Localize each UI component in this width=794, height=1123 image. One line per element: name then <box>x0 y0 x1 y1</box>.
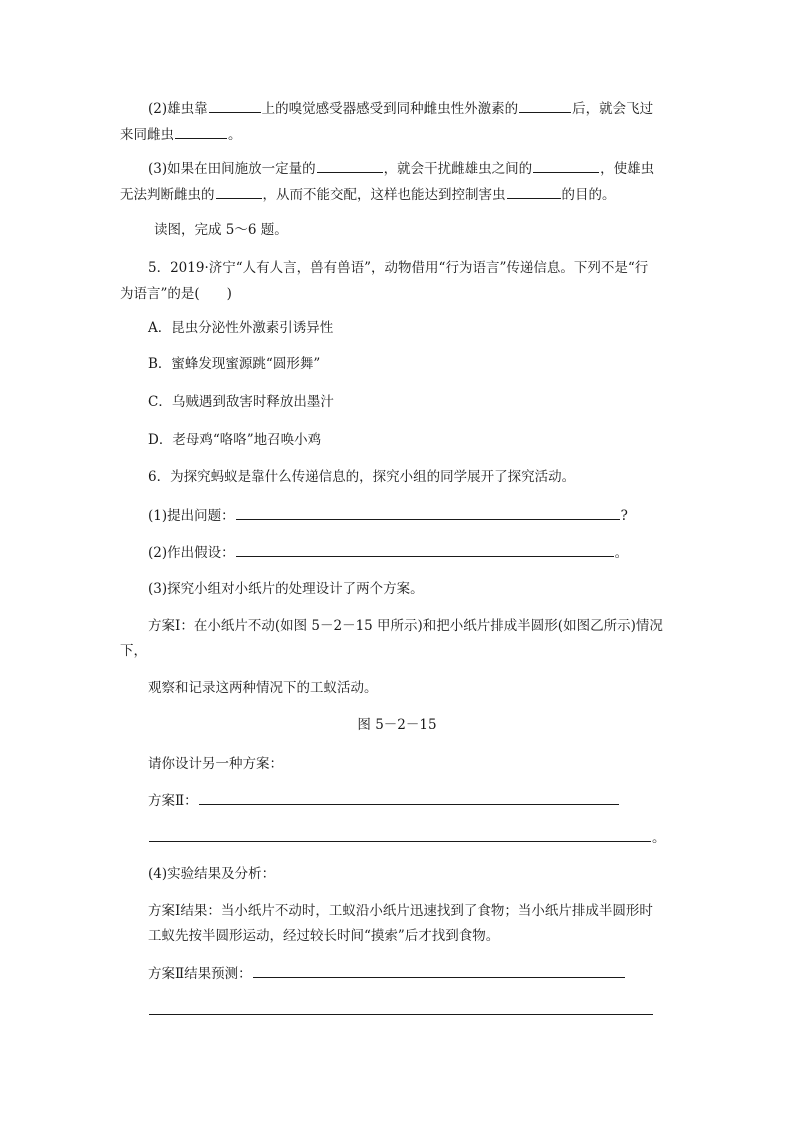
q6-plan2 <box>148 790 620 810</box>
q4-part2-line2 <box>120 124 242 144</box>
q6-result1-line1: 方案Ⅰ结果：当小纸片不动时，工蚁沿小纸片迅速找到了食物；当小纸片排成半圆形时 <box>148 903 653 919</box>
q4-part3-line2 <box>120 184 616 204</box>
q4-p2-text-b: 上的嗅觉感受器感受到同种雌虫性外激素的 <box>261 101 519 117</box>
q4-p3-text-a: (3)如果在田间施放一定量的 <box>148 161 316 177</box>
q6-result2-label: 方案Ⅱ结果预测： <box>148 966 252 982</box>
answer-blank[interactable] <box>253 963 625 978</box>
q4-part3-line1 <box>148 158 654 178</box>
q5-option-a[interactable]: A．昆虫分泌性外激素引诱异性 <box>148 320 334 336</box>
q6-part4: (4)实验结果及分析： <box>148 866 276 882</box>
figure-caption: 图 5－2－15 <box>357 717 437 733</box>
answer-blank[interactable] <box>507 184 561 199</box>
answer-blank[interactable] <box>149 827 651 842</box>
q4-p2-text-c: 后，就会飞过 <box>572 101 654 117</box>
answer-blank[interactable] <box>317 158 383 173</box>
q4-p3-text-e: ，从而不能交配，这样也能达到控制害虫 <box>262 187 506 203</box>
q6-plan2-label: 方案Ⅱ： <box>148 793 198 809</box>
q4-p3-text-b: ，就会干扰雌雄虫之间的 <box>383 161 533 177</box>
q6-part1 <box>148 505 628 525</box>
q6-stem: 6．为探究蚂蚁是靠什么传递信息的，探究小组的同学展开了探究活动。 <box>148 469 576 485</box>
q6-p2-label: (2)作出假设： <box>148 545 235 561</box>
answer-blank[interactable] <box>533 158 599 173</box>
q5-stem-line1: 5．2019·济宁“人有人言，兽有兽语”，动物借用“行为语言”传递信息。下列不是“行 <box>148 260 649 276</box>
q6-result2-continued <box>148 1000 654 1020</box>
q6-plan2-end: 。 <box>652 830 666 846</box>
q6-p1-label: (1)提出问题： <box>148 508 235 524</box>
answer-blank[interactable] <box>236 505 620 520</box>
q6-plan1-line3: 观察和记录这两种情况下的工蚁活动。 <box>148 680 378 696</box>
q4-p3-text-d: 无法判断雌虫的 <box>120 187 215 203</box>
answer-blank[interactable] <box>236 542 614 557</box>
q4-p3-text-f: 的目的。 <box>561 187 616 203</box>
q4-p2-text-e: 。 <box>228 127 242 143</box>
reading-instruction: 读图，完成 5～6 题。 <box>154 222 288 238</box>
q6-plan1-line1: 方案Ⅰ：在小纸片不动(如图 5－2－15 甲所示)和把小纸片排成半圆形(如图乙所示)情况 <box>148 618 663 634</box>
q6-plan1-line2: 下， <box>120 643 147 659</box>
q4-p2-text-a: (2)雄虫靠 <box>148 101 208 117</box>
q5-option-b[interactable]: B．蜜蜂发现蜜源跳“圆形舞” <box>148 356 321 372</box>
answer-blank[interactable] <box>519 98 571 113</box>
answer-blank[interactable] <box>149 1000 653 1015</box>
q6-p1-end: ? <box>620 508 628 524</box>
q4-p2-text-d: 来同雌虫 <box>120 127 174 143</box>
q6-part2 <box>148 542 628 562</box>
q6-result1-line2: 工蚁先按半圆形运动，经过较长时间“摸索”后才找到食物。 <box>148 928 500 944</box>
answer-blank[interactable] <box>209 98 261 113</box>
answer-blank[interactable] <box>175 124 227 139</box>
q4-p3-text-c: ，使雄虫 <box>600 161 655 177</box>
answer-blank[interactable] <box>216 184 262 199</box>
answer-blank[interactable] <box>199 790 619 805</box>
q5-stem-line2: 为语言”的是( ) <box>120 286 232 302</box>
q5-option-c[interactable]: C．乌贼遇到敌害时释放出墨汁 <box>148 394 334 410</box>
q6-result2 <box>148 963 626 983</box>
q6-plan2-continued <box>148 827 666 847</box>
q6-design-prompt: 请你设计另一种方案： <box>148 756 283 772</box>
q4-part2-line1 <box>148 98 653 118</box>
q5-option-d[interactable]: D．老母鸡“咯咯”地召唤小鸡 <box>148 432 322 448</box>
q6-part3: (3)探究小组对小纸片的处理设计了两个方案。 <box>148 581 424 597</box>
q6-p2-end: 。 <box>614 545 629 561</box>
